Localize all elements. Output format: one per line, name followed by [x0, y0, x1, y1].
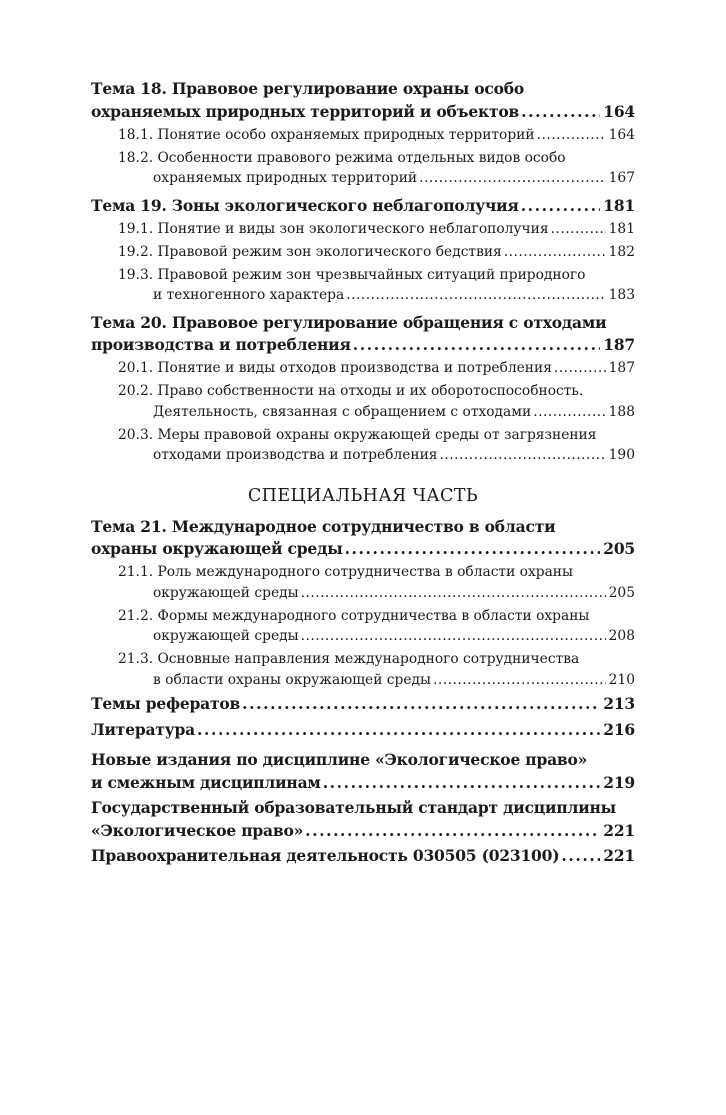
toc-subtopic-18-2[interactable]: [91, 148, 635, 189]
dot-leader: [439, 445, 605, 466]
dot-leader: [301, 626, 606, 647]
page-number: 164: [603, 101, 635, 121]
dot-leader: [504, 242, 606, 263]
toc-subtopic-19-3[interactable]: [91, 265, 635, 306]
section-title: СПЕЦИАЛЬНАЯ ЧАСТЬ: [247, 485, 479, 506]
dot-leader: [537, 125, 606, 146]
toc-topic-title: Новые издания по дисциплине «Экологическое право»: [91, 750, 588, 769]
page-number: 187: [603, 335, 635, 354]
toc-subtopic-title: 20.1. Понятие и виды отходов производства и потребления: [118, 360, 552, 376]
toc-subtopic-title: охраняемых природных территорий: [153, 170, 418, 186]
toc-topic-title: Тема 19. Зоны экологического неблагополучия: [91, 195, 519, 215]
dot-leader: [419, 168, 606, 189]
toc-subtopic-title: окружающей среды: [153, 628, 299, 644]
page-number: 210: [608, 671, 635, 688]
toc-law-enforcement[interactable]: [91, 845, 635, 868]
dot-leader: [345, 538, 601, 561]
dot-leader: [305, 820, 600, 843]
page-number: 216: [603, 719, 635, 739]
dot-leader: [346, 285, 605, 306]
page-number: 205: [603, 539, 635, 558]
dot-leader: [561, 845, 600, 868]
toc-subtopic-title: 19.3. Правовой режим зон чрезвычайных ситуаций природного: [118, 266, 586, 283]
page-number: 187: [608, 360, 635, 376]
toc-subtopic-19-1[interactable]: [91, 219, 635, 240]
toc-standard[interactable]: [91, 797, 635, 842]
toc-subtopic-title: 20.3. Меры правовой охраны окружающей среды от загрязнения: [118, 426, 597, 443]
toc-literature[interactable]: [91, 719, 635, 742]
dot-leader: [551, 219, 606, 240]
page-number: 181: [608, 220, 635, 237]
toc-subtopic-title: отходами производства и потребления: [153, 447, 438, 463]
toc-subtopic-title: 21.1. Роль международного сотрудничества в области охраны: [118, 564, 573, 580]
toc-topic-title: Тема 20. Правовое регулирование обращения с отходами: [91, 312, 607, 332]
toc-subtopic-20-2[interactable]: [91, 381, 635, 422]
dot-leader: [242, 693, 600, 716]
toc-subtopic-title: в области охраны окружающей среды: [153, 671, 431, 688]
page-number: 181: [603, 195, 635, 215]
page-number: 219: [603, 772, 635, 792]
dot-leader: [521, 101, 600, 124]
page-number: 167: [608, 170, 635, 186]
toc-topic-title: охраняемых природных территорий и объектов: [91, 101, 520, 121]
toc-subtopic-title: Деятельность, связанная с обращением с отходами: [153, 403, 532, 420]
page-number: 183: [608, 287, 635, 303]
page-number: 182: [608, 243, 635, 260]
toc-subtopic-21-2[interactable]: [91, 606, 635, 647]
toc-topic-title: Темы рефератов: [91, 694, 241, 713]
page-number: 208: [608, 628, 635, 644]
page-number: 190: [608, 447, 635, 463]
toc-topic-18[interactable]: [91, 78, 635, 123]
toc-subtopic-title: 21.3. Основные направления международного сотрудничества: [118, 651, 580, 667]
toc-subtopic-title: 21.2. Формы международного сотрудничества в области охраны: [118, 607, 590, 624]
toc-subtopic-title: 18.2. Особенности правового режима отдельных видов особо: [118, 149, 566, 166]
toc-topic-title: Тема 18. Правовое регулирование охраны особо: [91, 79, 525, 98]
toc-topic-title: охраны окружающей среды: [91, 539, 343, 558]
toc-subtopic-title: окружающей среды: [153, 584, 299, 601]
toc-subtopic-18-1[interactable]: [91, 125, 635, 146]
toc-topic-title: Тема 21. Международное сотрудничество в области: [91, 516, 556, 536]
page-number: 221: [603, 820, 635, 840]
dot-leader: [521, 195, 601, 218]
toc-topic-21[interactable]: [91, 516, 635, 561]
toc-topic-title: Государственный образовательный стандарт дисциплины: [91, 798, 617, 817]
dot-leader: [533, 402, 605, 423]
toc-subtopic-21-1[interactable]: [91, 562, 635, 603]
toc-subtopic-title: 19.1. Понятие и виды зон экологического неблагополучия: [118, 220, 549, 237]
toc-subtopic-title: 18.1. Понятие особо охраняемых природных территорий: [118, 126, 535, 143]
toc-subtopic-title: 20.2. Право собственности на отходы и их оборотоспособность.: [118, 383, 584, 399]
toc-topic-title: и смежным дисциплинам: [91, 772, 321, 792]
toc-new-editions[interactable]: [91, 749, 635, 794]
toc-subtopic-19-2[interactable]: [91, 242, 635, 263]
toc-topic-19[interactable]: [91, 195, 635, 218]
page-number: 221: [603, 846, 635, 865]
toc-topic-title: производства и потребления: [91, 335, 351, 354]
toc-subtopic-title: 19.2. Правовой режим зон экологического бедствия: [118, 243, 502, 260]
dot-leader: [554, 358, 606, 379]
dot-leader: [433, 670, 606, 691]
table-of-contents: [91, 78, 635, 868]
toc-topic-title: Правоохранительная деятельность 030505 (023100): [91, 846, 560, 865]
toc-subtopic-21-3[interactable]: [91, 649, 635, 690]
page-number: 164: [608, 126, 635, 143]
page-number: 205: [608, 584, 635, 601]
page-number: 213: [603, 694, 635, 713]
dot-leader: [353, 334, 601, 357]
toc-topic-title: Литература: [91, 719, 195, 739]
toc-topic-title: «Экологическое право»: [91, 820, 304, 840]
toc-subtopic-20-3[interactable]: [91, 425, 635, 466]
dot-leader: [197, 719, 600, 742]
toc-subtopic-20-1[interactable]: [91, 358, 635, 379]
toc-subtopic-title: и техногенного характера: [153, 287, 345, 303]
dot-leader: [323, 772, 601, 795]
toc-topic-20[interactable]: [91, 312, 635, 357]
toc-essays[interactable]: [91, 693, 635, 716]
page-number: 188: [608, 403, 635, 420]
dot-leader: [301, 583, 606, 604]
